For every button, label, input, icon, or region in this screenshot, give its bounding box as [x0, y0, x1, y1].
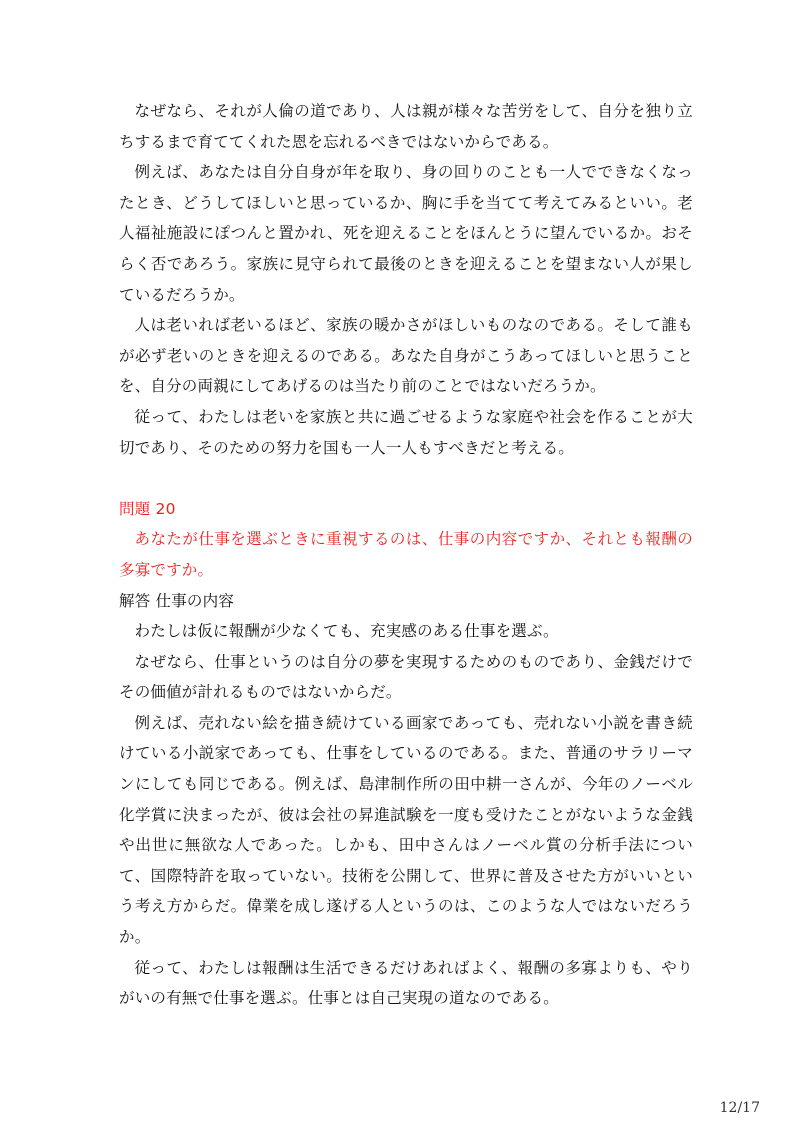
top-paragraph-2: 例えば、あなたは自分自身が年を取り、身の回りのことも一人でできなくなったとき、どうしてほしいと思っているか、胸に手を当てて考えてみるといい。老人福祉施設にぽつんと置かれ、死を迎えることをほんとうに望んでいるか。おそらく否であろう。家族に見守られて最後のときを迎えることを望まない人が果しているだろうか。	[119, 163, 693, 304]
answer-paragraph-1: わたしは仮に報酬が少なくても、充実感のある仕事を選ぶ。	[134, 622, 559, 641]
top-paragraph-1: なぜなら、それが人倫の道であり、人は親が様々な苦労をして、自分を独り立ちするまで育ててくれた恩を忘れるべきではないからである。	[119, 102, 693, 151]
top-paragraph-4: 従って、わたしは老いを家族と共に過ごせるような家庭や社会を作ることが大切であり、そのための努力を国も一人一人もすべきだと考える。	[119, 407, 693, 457]
top-section	[119, 96, 693, 1014]
top-paragraph-3: 人は老いれば老いるほど、家族の暖かさがほしいものなのである。そして誰もが必ず老いのときを迎えるのである。あなた自身がこうあってほしいと思うことを、自分の両親にしてあげるのは当たり前のことではないだろうか。	[119, 316, 693, 396]
section-gap	[119, 463, 693, 494]
question-text: あなたが仕事を選ぶときに重視するのは、仕事の内容ですか、それとも報酬の多寡ですか。	[119, 530, 693, 579]
question-number: 問題 20	[119, 499, 176, 518]
answer-heading: 解答 仕事の内容	[119, 591, 235, 610]
answer-paragraph-2: なぜなら、仕事というのは自分の夢を実現するためのものであり、金銭だけでその価値が計れるものではないからだ。	[119, 652, 693, 702]
answer-paragraph-3: 例えば、売れない絵を描き続けている画家であっても、売れない小説を書き続けている小説家であっても、仕事をしているのである。また、普通のサラリーマンにしても同じである。例えば、島津制作所の田中耕一さんが、今年のノーベル化学賞に決まったが、彼は会社の昇進試験を一度も受けたことがないような金銭や出世に無欲な人であった。しかも、田中さんはノーベル賞の分析手法について、国際特許を取っていない。技術を公開して、世界に普及させた方がいいという考え方からだ。偉業を成し遂げる人というのは、このような人ではないだろうか。	[119, 713, 693, 947]
page-number: 12/17	[719, 1100, 760, 1116]
answer-paragraph-4: 従って、わたしは報酬は生活できるだけあればよく、報酬の多寡よりも、やりがいの有無で仕事を選ぶ。仕事とは自己実現の道なのである。	[119, 958, 693, 1008]
